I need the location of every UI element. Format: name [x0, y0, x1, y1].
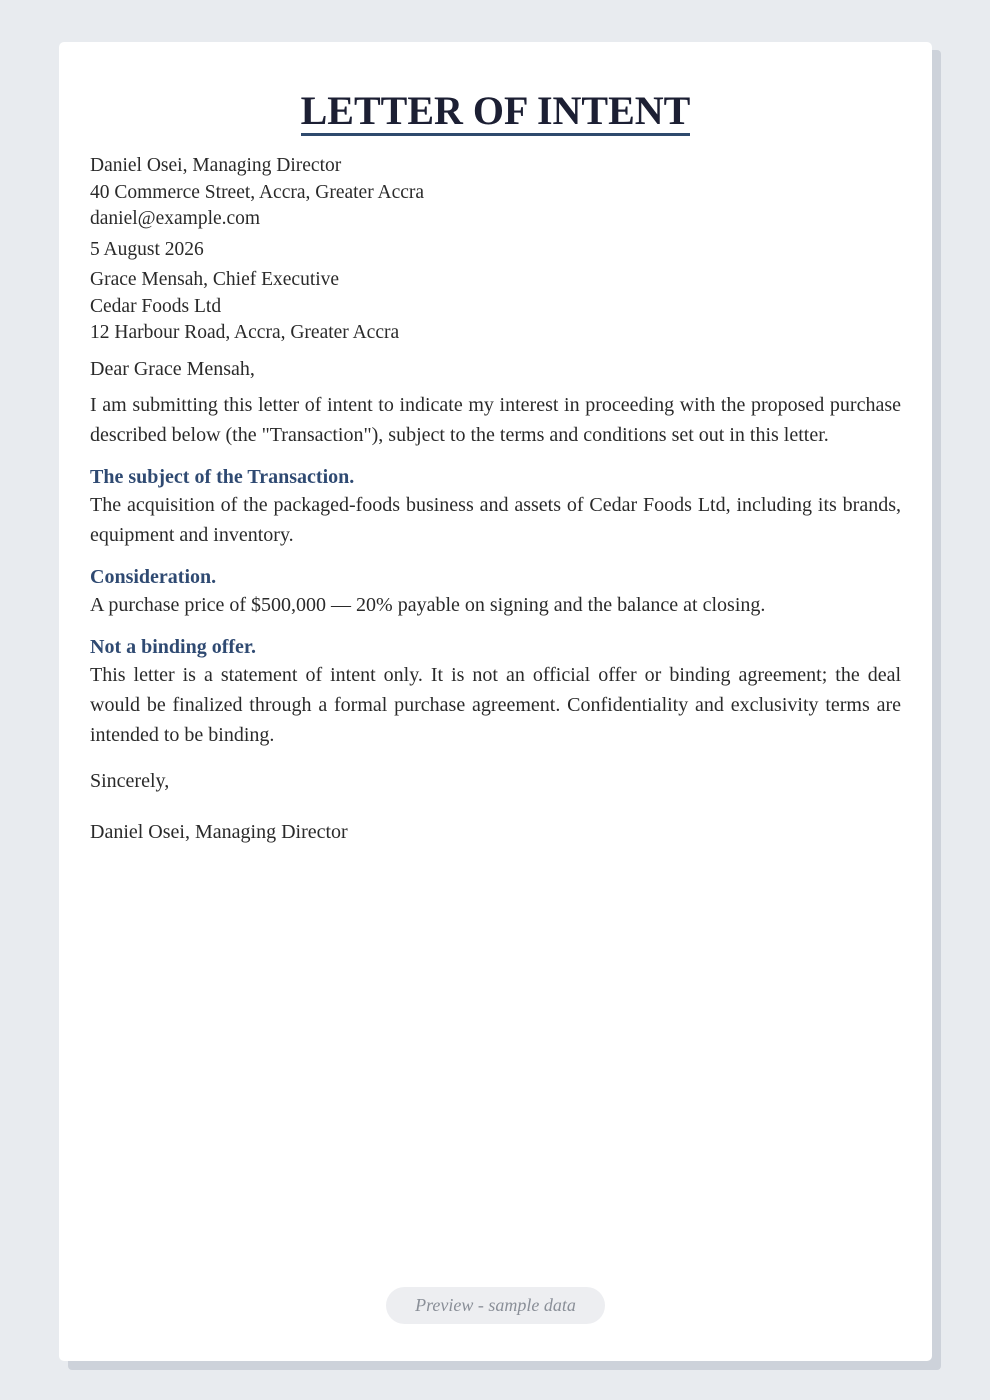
recipient-company: Cedar Foods Ltd — [90, 295, 222, 317]
section-body: This letter is a statement of intent only. It is not an official offer or binding agreement; the deal would be finalized through a formal purchase agreement. Confidentiality and exclusivity terms are intended to be binding. — [90, 663, 901, 746]
section-not-binding — [90, 634, 901, 750]
letter-page — [59, 42, 932, 1361]
signature: Daniel Osei, Managing Director — [90, 820, 348, 843]
section-body: A purchase price of $500,000 — 20% payable on signing and the balance at closing. — [90, 593, 766, 616]
letter-date: 5 August 2026 — [90, 238, 204, 260]
closing: Sincerely, — [90, 769, 170, 792]
salutation: Dear Grace Mensah, — [90, 357, 255, 380]
recipient-block — [90, 267, 901, 347]
sender-address: 40 Commerce Street, Accra, Greater Accra — [90, 181, 425, 203]
sender-name: Daniel Osei, Managing Director — [90, 155, 342, 176]
sender-email: daniel@example.com — [90, 208, 261, 229]
sender-block — [90, 153, 901, 233]
intro-paragraph: I am submitting this letter of intent to indicate my interest in proceeding with the proposed purchase described below (the "Transaction"), subject to the terms and conditions set out in this letter. — [90, 393, 901, 446]
preview-badge: Preview - sample data — [386, 1287, 605, 1324]
recipient-address: 12 Harbour Road, Accra, Greater Accra — [90, 322, 400, 343]
section-heading: Not a binding offer. — [90, 635, 256, 658]
section-consideration — [90, 564, 901, 620]
section-heading: The subject of the Transaction. — [90, 465, 355, 488]
section-body: The acquisition of the packaged-foods business and assets of Cedar Foods Ltd, including its brands, equipment and inventory. — [90, 493, 901, 546]
recipient-name: Grace Mensah, Chief Executive — [90, 269, 340, 290]
section-subject — [90, 464, 901, 550]
section-heading: Consideration. — [90, 565, 217, 588]
document-title: LETTER OF INTENT — [90, 91, 901, 136]
